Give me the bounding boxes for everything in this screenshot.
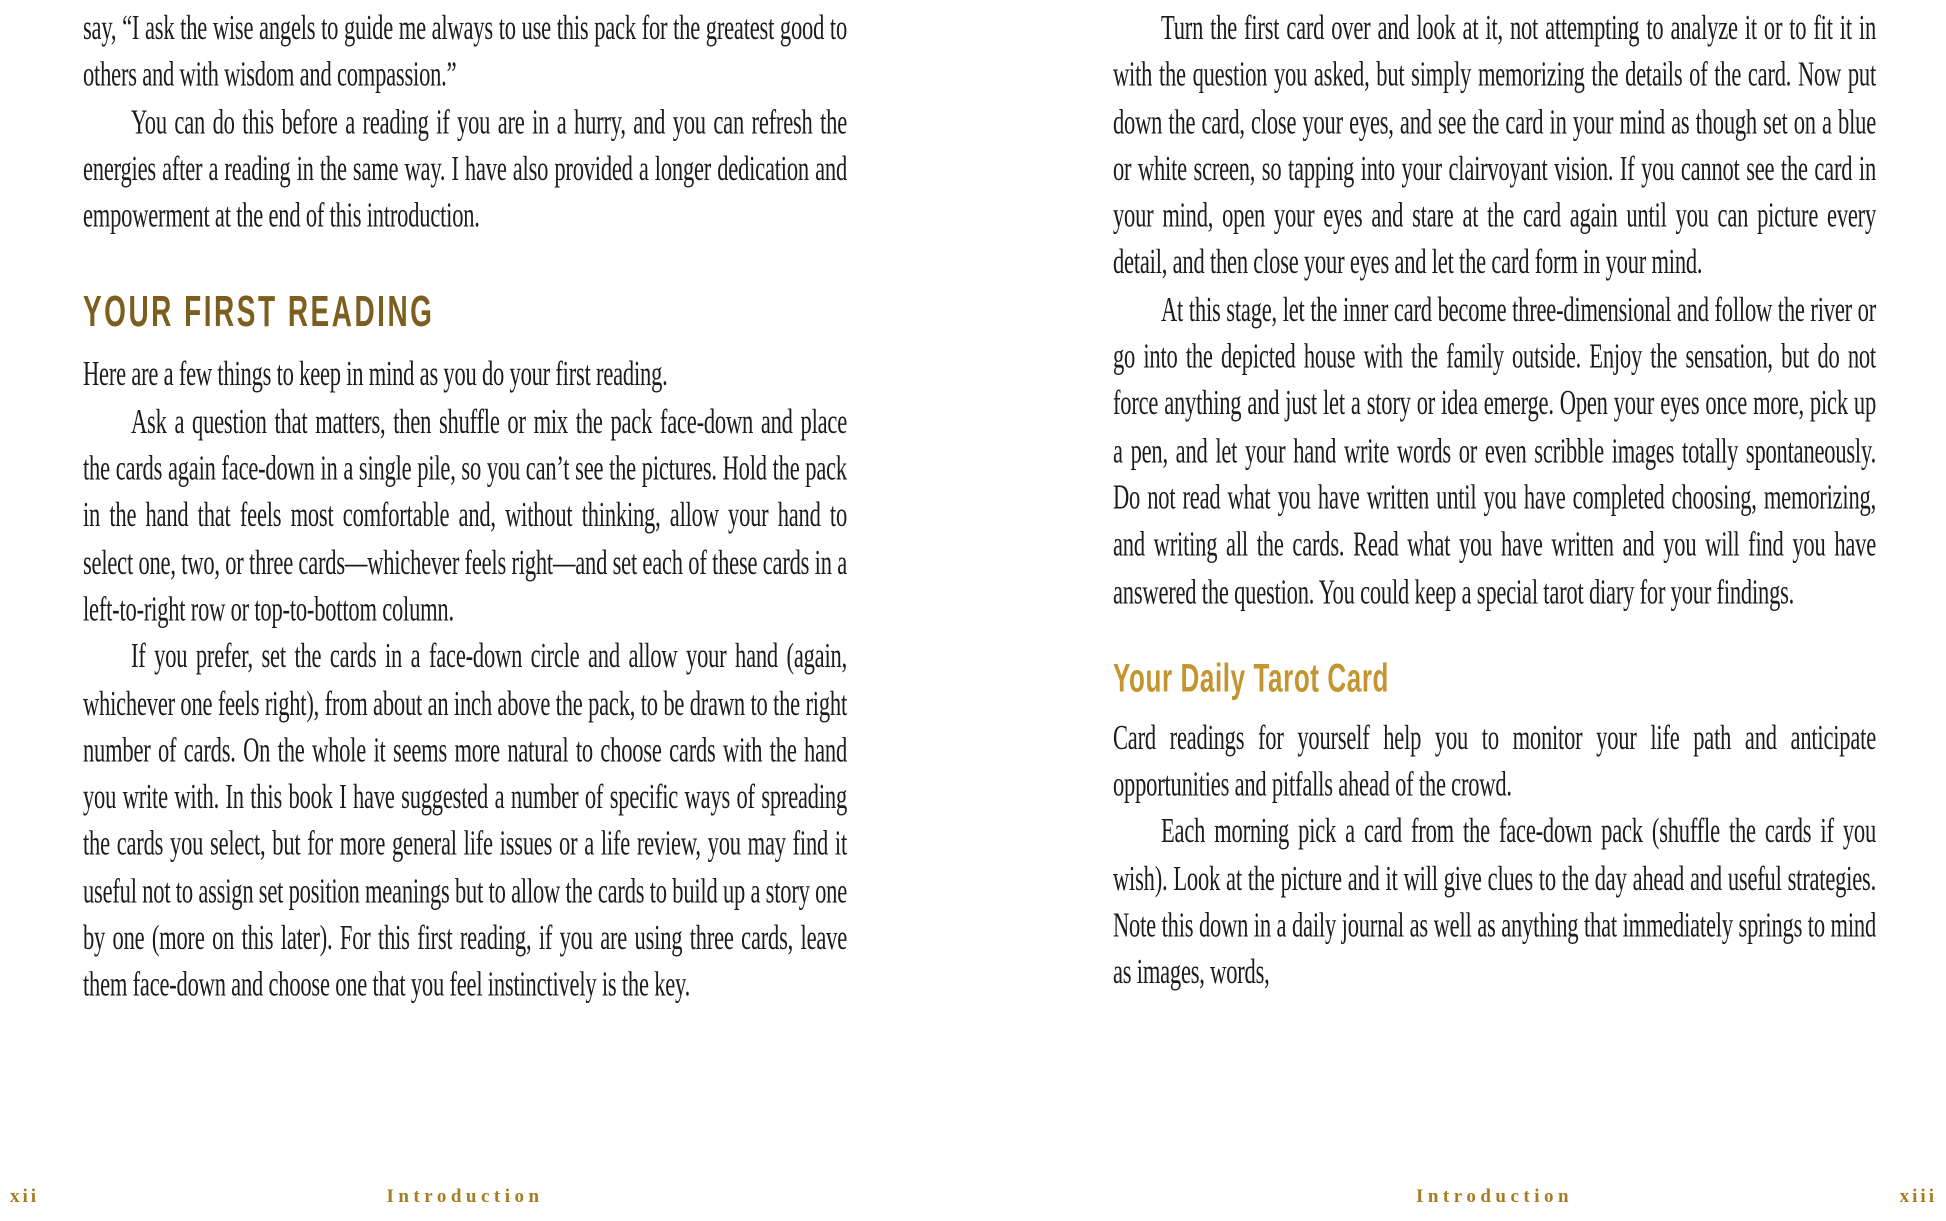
paragraph: Ask a question that matters, then shuffle or mix the pack face-down and place the cards again face-down in a single pile, so you can’t see the pictures. Hold the pack in the hand that feels most comfortable and, without thinking, allow your hand to select one, two, or three cards—whichever feels right—and set each of these cards in a left-to-right row or top-to-bottom column. [83,401,847,629]
paragraph: If you prefer, set the cards in a face-down circle and allow your hand (again, whichever one feels right), from about an inch above the pack, to be drawn to the right number of cards. On the whole it seems more natural to choose cards with the hand you write with. In this book I have suggested a number of specific ways of spreading the cards you select, but for more general life issues or a life review, you may find it useful not to assign set position meanings but to allow the cards to build up a story one by one (more on this later). For this first reading, if you are using three cards, leave them face-down and choose one that you feel instinctively is the key. [83,636,847,1004]
paragraph: Turn the first card over and look at it, not attempting to analyze it or to fit it in with the question you asked, but simply memorizing the details of the card. Now put down the card, close your eyes, and see the card in your mind as though set on a blue or white screen, so tapping into your clairvoyant vision. If you cannot see the card in your mind, open your eyes and stare at the card again until you can picture every detail, and then close your eyes and let the card form in your mind. [1113,8,1876,282]
left-page-number: xii [10,1186,40,1207]
paragraph: Here are a few things to keep in mind as you do your first reading. [83,354,668,394]
right-page-number: xiii [1899,1186,1937,1207]
left-text-column [83,5,847,1009]
paragraph: You can do this before a reading if you are in a hurry, and you can refresh the energies after a reading in the same way. I have also provided a longer dedication and empowerment at the end of this introduction. [83,102,847,235]
paragraph: say, “I ask the wise angels to guide me always to use this pack for the greatest good to others and with wisdom and compassion.” [83,8,847,94]
left-running-head: Introduction [386,1186,544,1207]
right-page [1113,5,1876,992]
left-page [83,5,847,1004]
paragraph: At this stage, let the inner card become three-dimensional and follow the river or go into the depicted house with the family outside. Enjoy the sensation, but do not force anything and just let a story or idea emerge. Open your eyes once more, pick up a pen, and let your hand write words or even scribble images totally spontaneously. Do not read what you have written until you have completed choosing, memorizing, and writing all the cards. Read what you have written and you will find you have answered the question. You could keep a special tarot diary for your findings. [1113,289,1876,611]
right-running-head: Introduction [1415,1186,1574,1207]
right-text-column [1113,5,1876,996]
paragraph: Each morning pick a card from the face-down pack (shuffle the cards if you wish). Look at the picture and it will give clues to the day ahead and useful strategies. Note this down in a daily journal as well as anything that immediately springs to mind as images, words, [1113,811,1876,992]
paragraph: Card readings for yourself help you to monitor your life path and anticipate opportunities and pitfalls ahead of the crowd. [1113,717,1876,804]
section-heading: YOUR FIRST READING [83,287,435,336]
sub-heading: Your Daily Tarot Card [1113,654,1390,701]
